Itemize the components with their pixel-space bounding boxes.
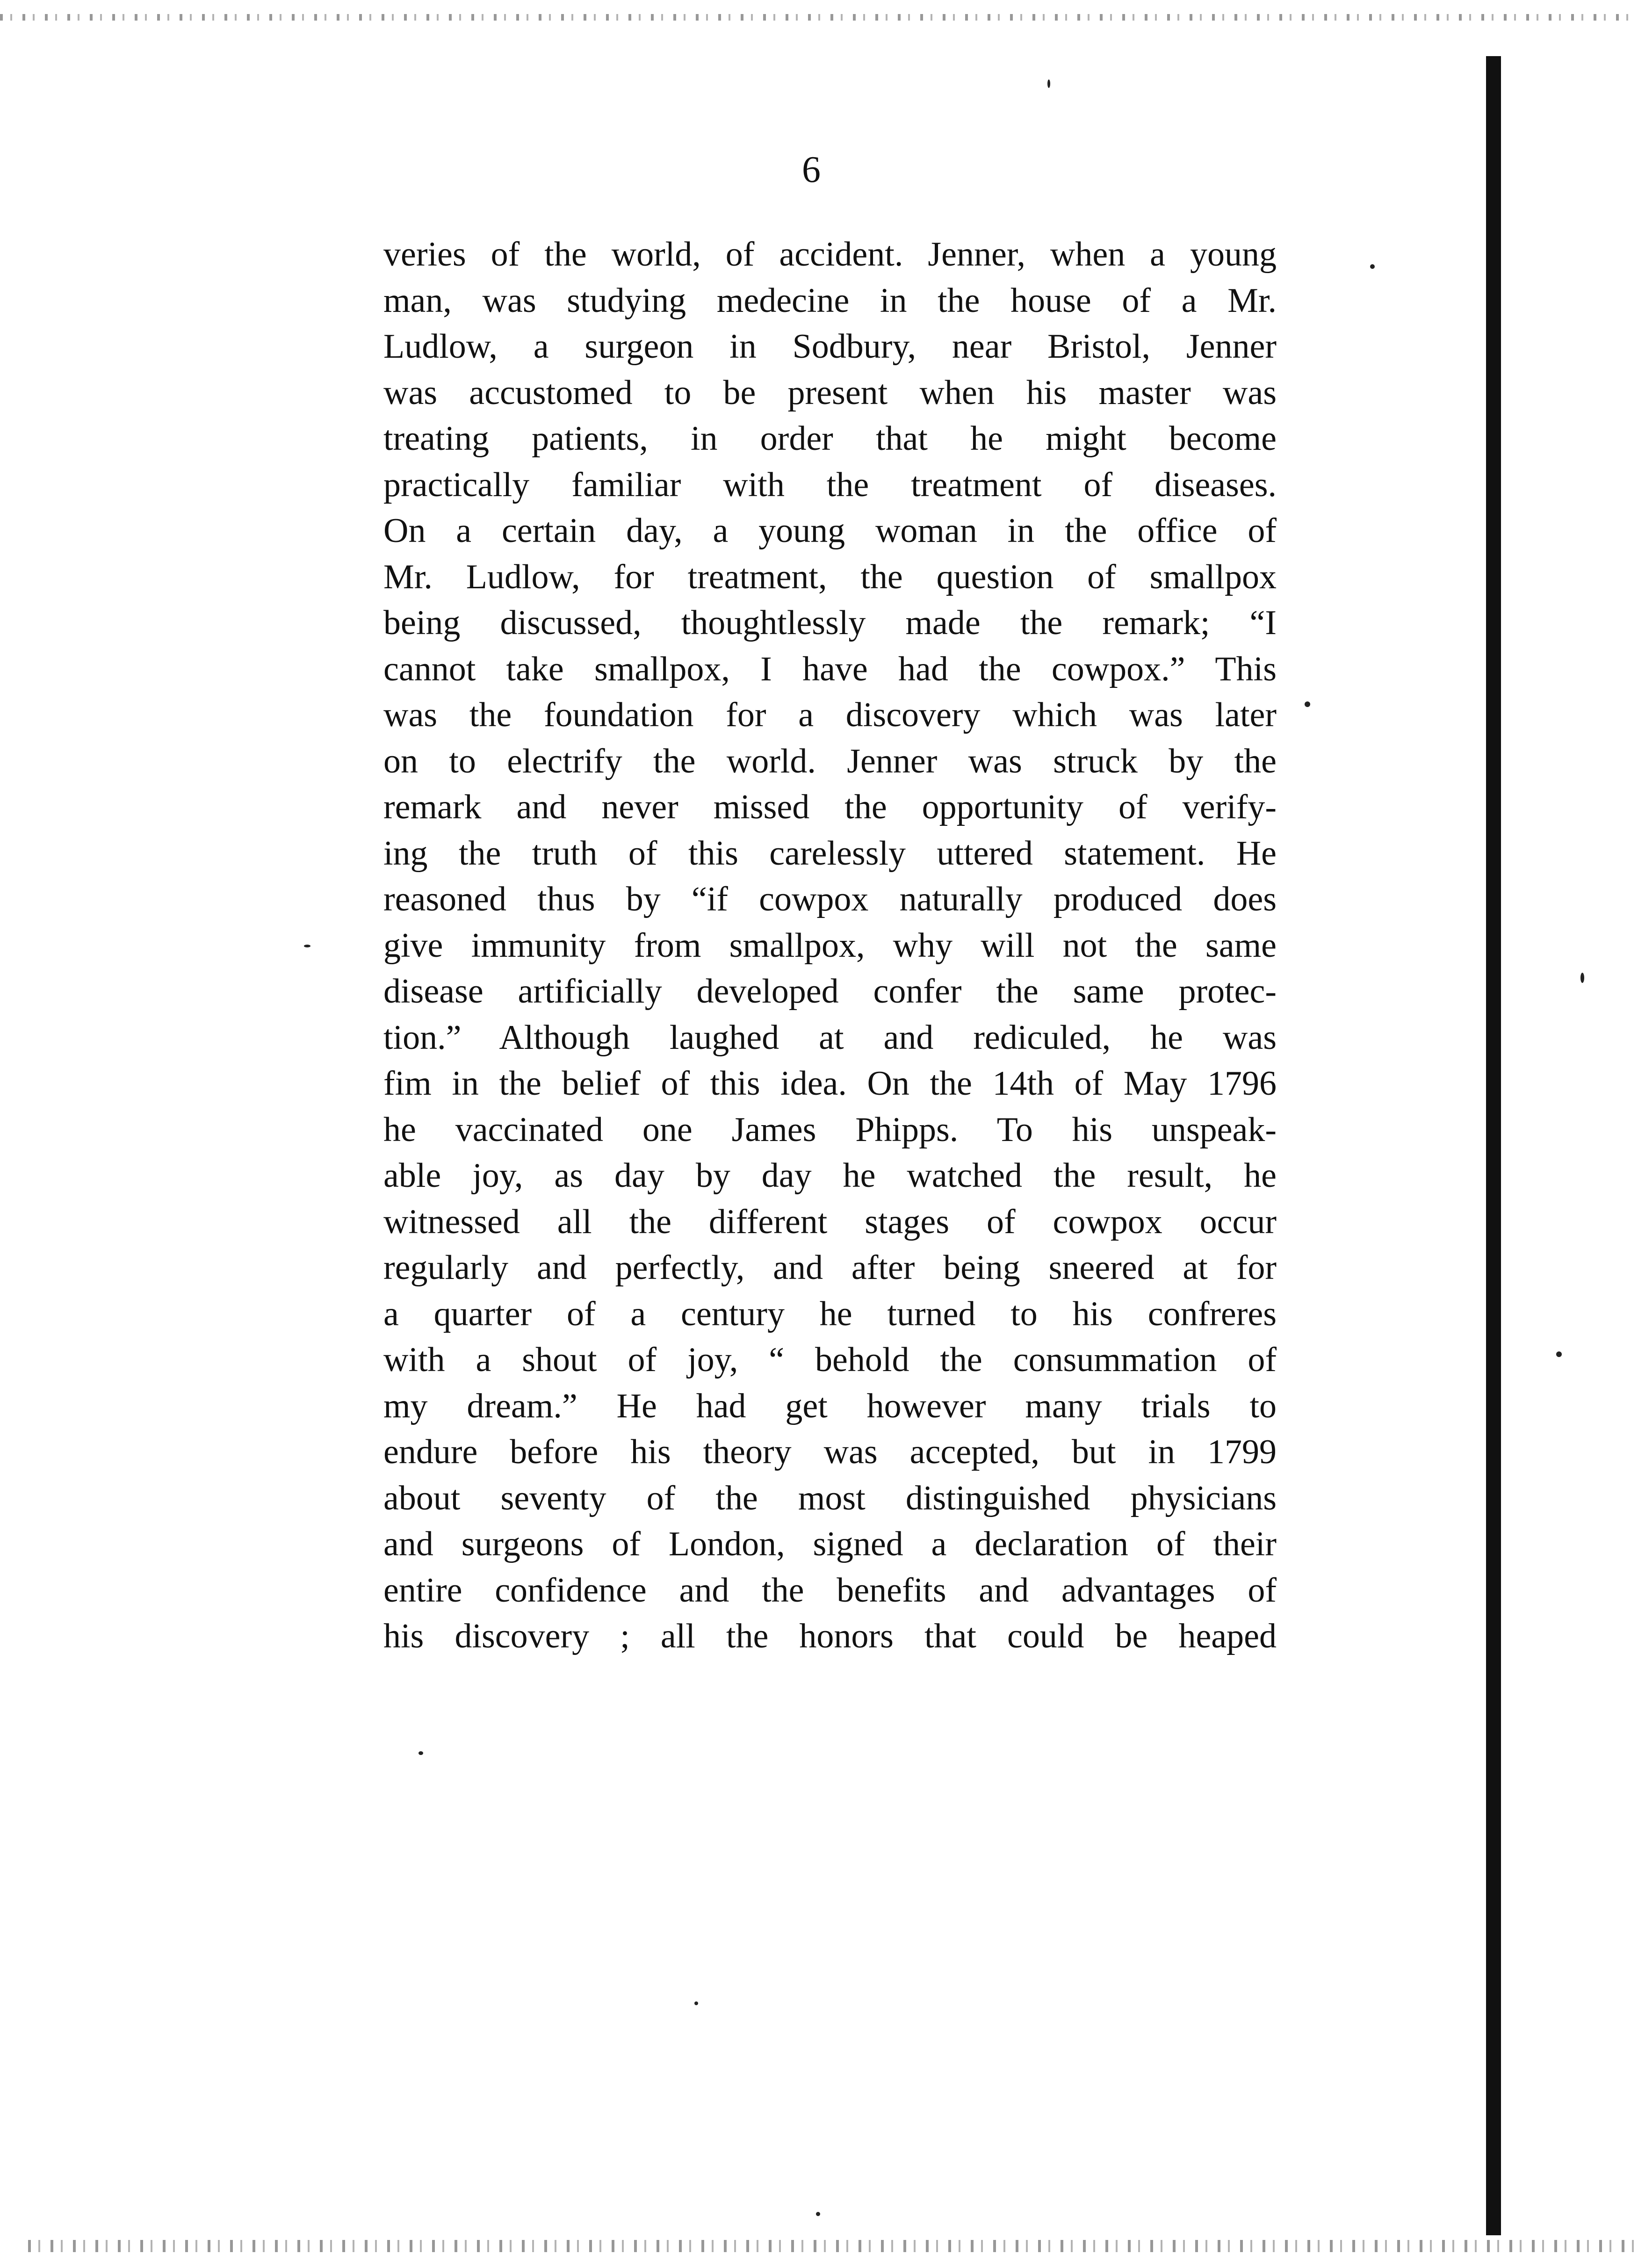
binding-shadow-bar [1486,56,1501,2235]
text-line: practically familiar with the treatment of diseases. [383,465,1277,504]
top-edge-noise [0,14,1638,21]
text-line: give immunity from smallpox, why will not the same [383,926,1277,965]
text-line: was accustomed to be present when his master was [383,373,1277,412]
text-line: reasoned thus by “if cowpox naturally produced does [383,880,1277,918]
text-line: ing the truth of this carelessly uttered statement. He [383,834,1277,873]
scan-speck [304,945,310,947]
text-line: with a shout of joy, “ behold the consummation of [383,1341,1277,1379]
text-line: regularly and perfectly, and after being sneered at for [383,1249,1277,1287]
text-line: tion.” Although laughed at and rediculed, he was [383,1018,1277,1057]
text-line: my dream.” He had get however many trials to [383,1387,1277,1425]
text-line: Mr. Ludlow, for treatment, the question of smallpox [383,557,1277,596]
body-text [383,231,1277,1660]
text-line: on to electrify the world. Jenner was struck by the [383,742,1277,780]
text-line: man, was studying medecine in the house of a Mr. [383,281,1277,320]
text-line: he vaccinated one James Phipps. To his unspeak- [383,1110,1277,1149]
text-line: was the foundation for a discovery which was later [383,696,1277,734]
text-line: On a certain day, a young woman in the office of [383,512,1277,550]
text-line: remark and never missed the opportunity of verify- [383,788,1277,826]
text-line: and surgeons of London, signed a declaration of their [383,1525,1277,1563]
text-line: disease artificially developed confer the same protec- [383,972,1277,1011]
text-line: witnessed all the different stages of cowpox occur [383,1202,1277,1241]
text-line: treating patients, in order that he might become [383,419,1277,458]
scan-speck [1047,79,1050,88]
scan-speck [694,2001,698,2005]
text-line: a quarter of a century he turned to his confreres [383,1294,1277,1333]
text-line: cannot take smallpox, I have had the cowpox.” This [383,650,1277,688]
scan-speck [1556,1351,1562,1357]
text-line: able joy, as day by day he watched the result, he [383,1156,1277,1195]
page-number: 6 [802,149,821,190]
scan-speck [419,1751,423,1755]
text-line: entire confidence and the benefits and advantages of [383,1571,1277,1610]
text-line: endure before his theory was accepted, but in 1799 [383,1433,1277,1471]
text-line: veries of the world, of accident. Jenner, when a young [383,235,1277,274]
text-line: being discussed, thoughtlessly made the remark; “I [383,604,1277,642]
scan-speck [1580,973,1584,983]
bottom-edge-noise [28,2240,1637,2252]
scan-speck [816,2212,820,2216]
text-line: his discovery ; all the honors that could be heaped [383,1617,1277,1655]
text-line: about seventy of the most distinguished physicians [383,1479,1277,1517]
text-line: Ludlow, a surgeon in Sodbury, near Bristol, Jenner [383,327,1277,366]
text-line: fim in the belief of this idea. On the 14th of May 1796 [383,1064,1277,1103]
scan-speck [1305,701,1310,707]
scan-speck [1370,264,1375,269]
